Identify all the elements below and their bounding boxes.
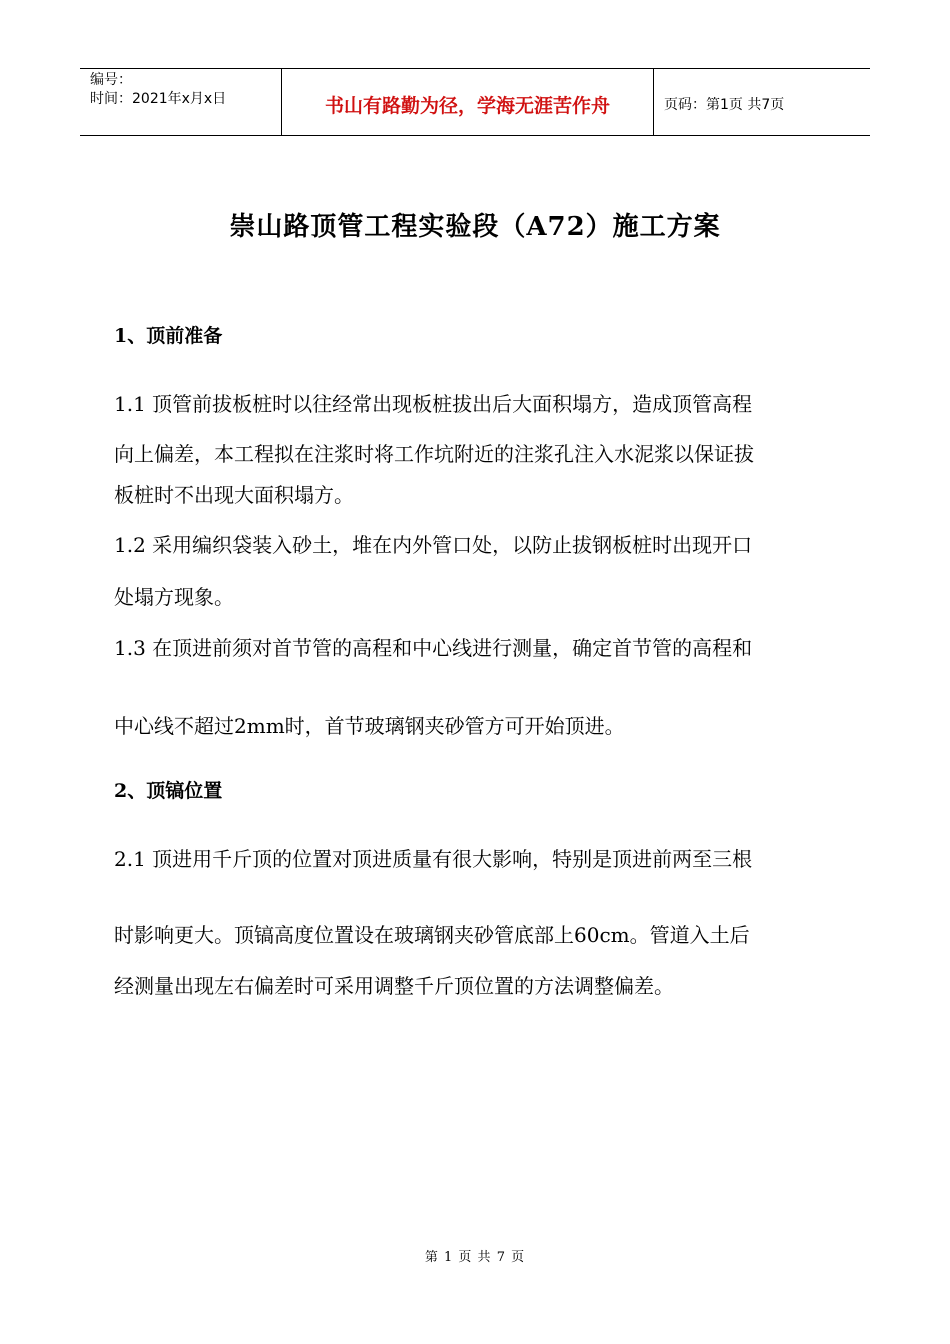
page-header [80,68,870,136]
paragraph-line: 1.2 采用编织袋装入砂土，堆在内外管口处，以防止拔钢板桩时出现开口 [114,533,753,557]
paragraph-line: 处塌方现象。 [114,585,234,609]
paragraph-line: 中心线不超过2mm时，首节玻璃钢夹砂管方可开始顶进。 [114,714,625,738]
section-heading: 1、顶前准备 [114,325,223,347]
number-label: 编号： [90,72,132,88]
section-heading: 2、顶镐位置 [114,780,223,802]
header-motto: 书山有路勤为径，学海无涯苦作舟 [281,69,654,135]
paragraph-line: 1.1 顶管前拔板桩时以往经常出现板桩拔出后大面积塌方，造成顶管高程 [114,392,753,416]
page-footer: 第 1 页 共 7 页 [424,1250,526,1265]
paragraph-line: 经测量出现左右偏差时可采用调整千斤顶位置的方法调整偏差。 [114,974,674,998]
document-title: 崇山路顶管工程实验段（A72）施工方案 [229,212,721,242]
header-left-cell [80,69,281,135]
paragraph-line: 时影响更大。顶镐高度位置设在玻璃钢夹砂管底部上60cm。管道入土后 [114,923,750,947]
paragraph-line: 1.3 在顶进前须对首节管的高程和中心线进行测量，确定首节管的高程和 [114,636,753,660]
paragraph-line: 向上偏差，本工程拟在注浆时将工作坑附近的注浆孔注入水泥浆以保证拔 [114,442,754,466]
time-label: 时间：2021年x月x日 [90,91,227,107]
paragraph-line: 板桩时不出现大面积塌方。 [114,483,354,507]
paragraph-line: 2.1 顶进用千斤顶的位置对顶进质量有很大影响，特别是顶进前两至三根 [114,847,753,871]
header-page-info: 页码：第1页 共7页 [664,97,785,113]
